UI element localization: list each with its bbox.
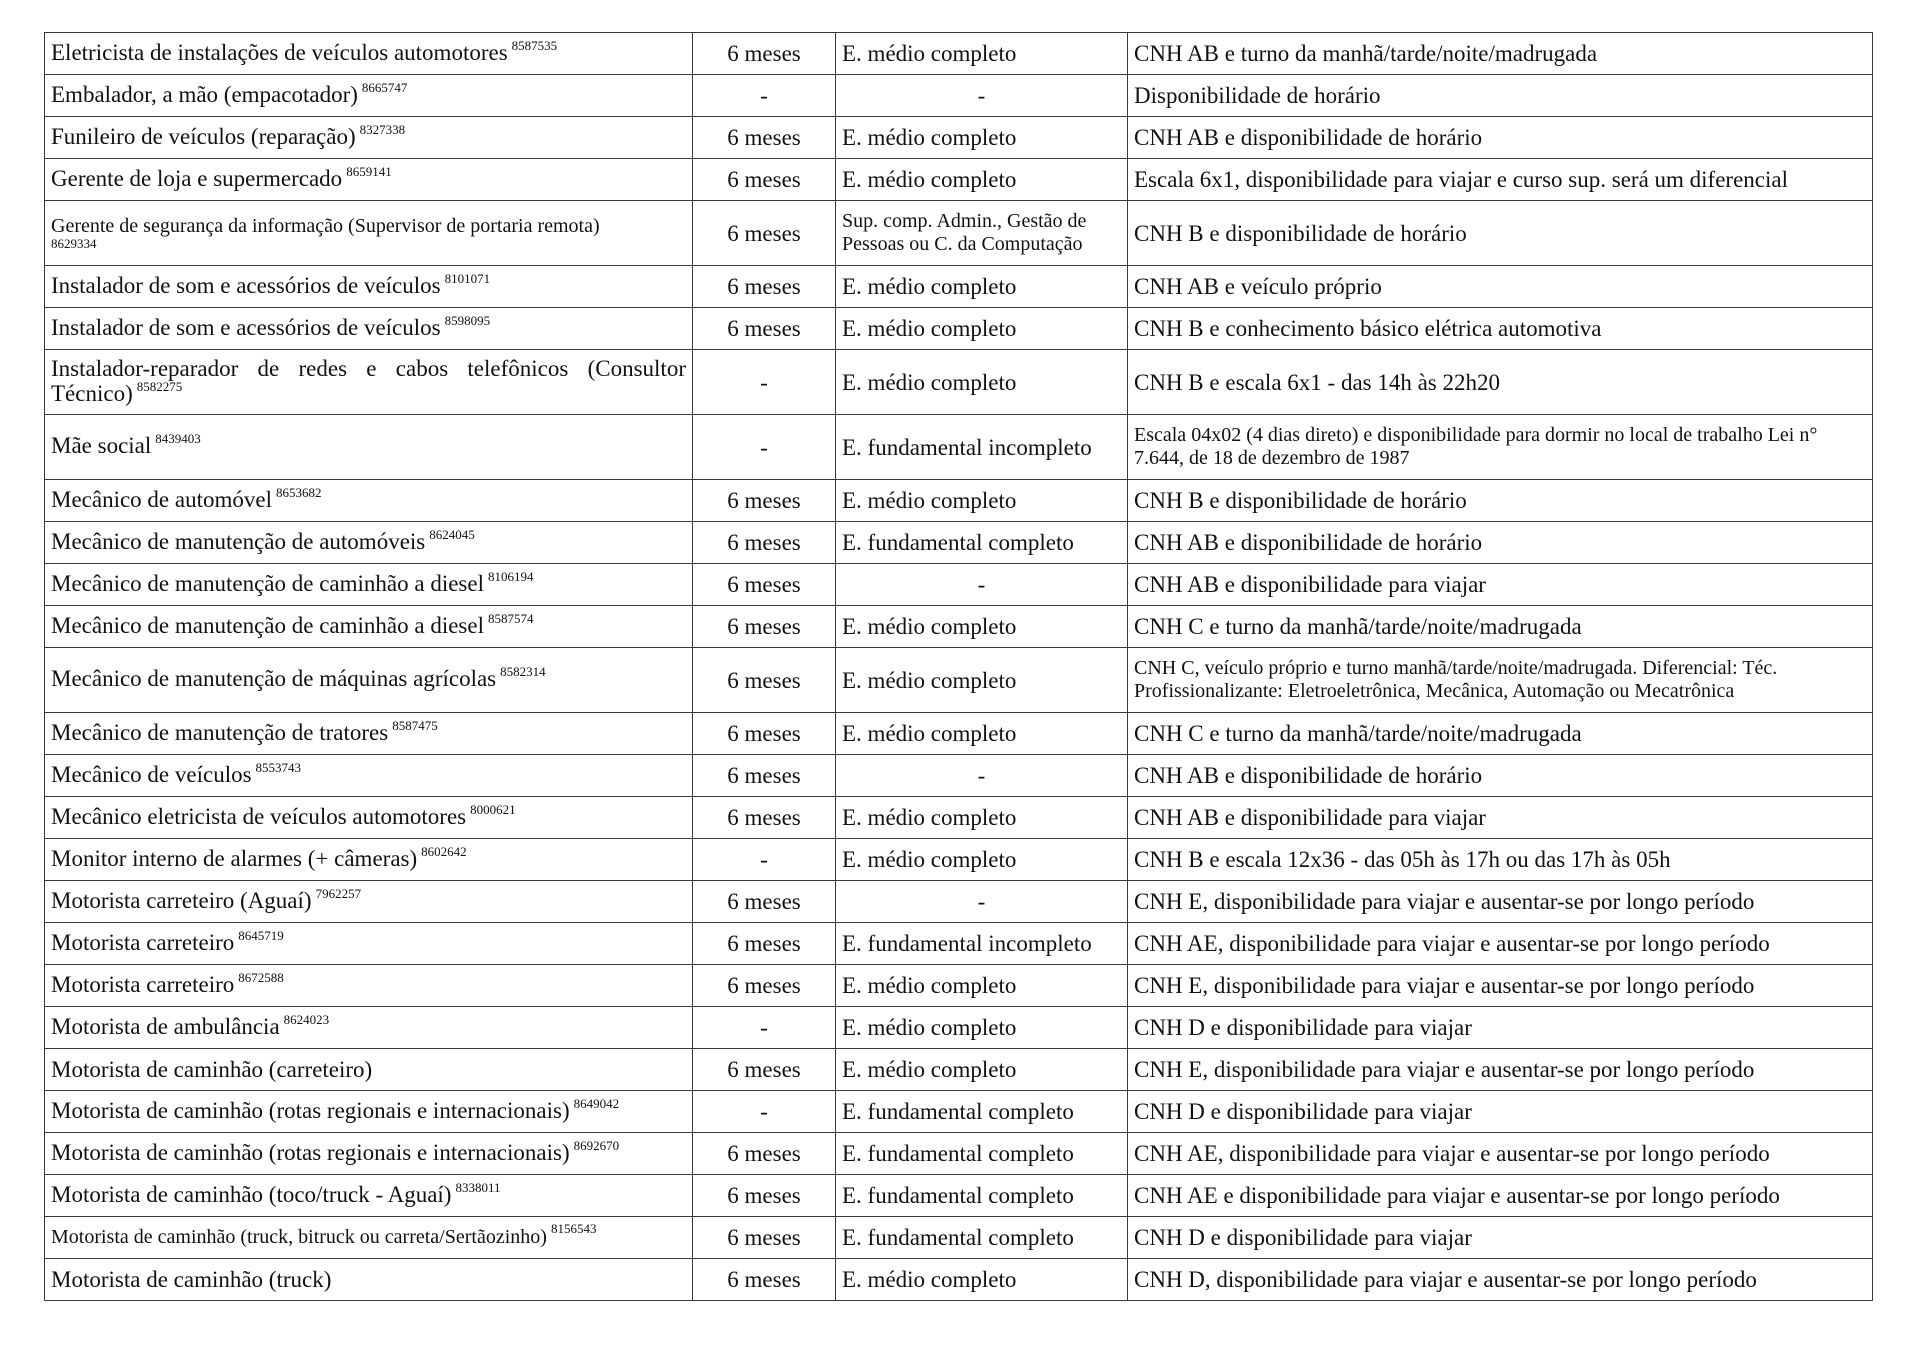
requirements-cell: CNH C e turno da manhã/tarde/noite/madrugada — [1128, 713, 1873, 755]
job-code: 8587475 — [392, 717, 438, 733]
job-title: Gerente de segurança da informação (Supervisor de portaria remota) — [51, 215, 600, 237]
requirements-cell: CNH D e disponibilidade para viajar — [1128, 1217, 1873, 1259]
table-row — [45, 1133, 1873, 1175]
education-cell: E. médio completo — [836, 480, 1128, 522]
table-row — [45, 839, 1873, 881]
table-row — [45, 1259, 1873, 1301]
education-cell: E. médio completo — [836, 33, 1128, 75]
education-cell: E. médio completo — [836, 839, 1128, 881]
education-cell: E. fundamental incompleto — [836, 923, 1128, 965]
education-cell: E. médio completo — [836, 1007, 1128, 1049]
experience-cell: 6 meses — [693, 308, 836, 350]
experience-cell: 6 meses — [693, 1259, 836, 1301]
job-title: Motorista carreteiro — [51, 971, 235, 997]
job-title-cell — [45, 881, 693, 923]
requirements-cell: CNH AE, disponibilidade para viajar e ausentar-se por longo período — [1128, 923, 1873, 965]
requirements-cell: CNH AB e disponibilidade para viajar — [1128, 797, 1873, 839]
education-cell: E. fundamental incompleto — [836, 415, 1128, 480]
requirements-cell: CNH E, disponibilidade para viajar e ausentar-se por longo período — [1128, 881, 1873, 923]
job-title-cell — [45, 1049, 693, 1091]
table-row — [45, 755, 1873, 797]
job-code: 8582275 — [136, 378, 183, 394]
table-row — [45, 881, 1873, 923]
job-code: 8624023 — [283, 1011, 330, 1027]
job-code: 8439403 — [155, 431, 201, 446]
experience-cell: - — [693, 415, 836, 480]
requirements-cell: CNH AB e turno da manhã/tarde/noite/madrugada — [1128, 33, 1873, 75]
requirements-cell: CNH B e escala 12x36 - das 05h às 17h ou das 17h às 05h — [1128, 839, 1873, 881]
experience-cell: 6 meses — [693, 33, 836, 75]
job-code: 8101071 — [444, 270, 491, 286]
table-row — [45, 923, 1873, 965]
job-title-cell — [45, 965, 693, 1007]
education-cell: E. médio completo — [836, 648, 1128, 713]
experience-cell: 6 meses — [693, 881, 836, 923]
requirements-cell: CNH C, veículo próprio e turno manhã/tarde/noite/madrugada. Diferencial: Téc. Profissionalizante: Eletroeletrônica, Mecânica, Automação ou Mecatrônica — [1128, 648, 1873, 713]
job-title-cell — [45, 350, 693, 415]
job-title: Mecânico de automóvel — [51, 486, 272, 512]
job-title: Motorista de caminhão (rotas regionais e internacionais) — [51, 1097, 570, 1123]
job-title-cell — [45, 75, 693, 117]
education-cell: - — [836, 564, 1128, 606]
job-title-cell — [45, 266, 693, 308]
experience-cell: 6 meses — [693, 201, 836, 266]
requirements-cell: CNH B e conhecimento básico elétrica automotiva — [1128, 308, 1873, 350]
job-listings-body — [45, 33, 1873, 1301]
experience-cell: 6 meses — [693, 1049, 836, 1091]
job-title: Eletricista de instalações de veículos automotores — [51, 39, 508, 65]
table-row — [45, 159, 1873, 201]
job-title: Motorista de caminhão (truck) — [51, 1267, 332, 1292]
table-row — [45, 480, 1873, 522]
experience-cell: 6 meses — [693, 564, 836, 606]
requirements-cell: Disponibilidade de horário — [1128, 75, 1873, 117]
job-title-cell — [45, 1133, 693, 1175]
job-code: 8629334 — [51, 236, 97, 251]
education-cell: E. médio completo — [836, 797, 1128, 839]
requirements-cell: Escala 04x02 (4 dias direto) e disponibilidade para dormir no local de trabalho Lei n° 7.644, de 18 de dezembro de 1987 — [1128, 415, 1873, 480]
requirements-cell: Escala 6x1, disponibilidade para viajar e curso sup. será um diferencial — [1128, 159, 1873, 201]
job-title-cell — [45, 755, 693, 797]
job-code: 8553743 — [255, 759, 302, 775]
job-title: Mecânico de manutenção de caminhão a diesel — [51, 570, 484, 596]
job-title: Motorista carreteiro — [51, 929, 235, 955]
requirements-cell: CNH D e disponibilidade para viajar — [1128, 1091, 1873, 1133]
job-code: 8000621 — [470, 801, 516, 817]
job-code: 8106194 — [487, 568, 534, 584]
requirements-cell: CNH AB e disponibilidade de horário — [1128, 117, 1873, 159]
experience-cell: - — [693, 350, 836, 415]
experience-cell: - — [693, 1091, 836, 1133]
job-title-cell — [45, 201, 693, 266]
job-code: 8653682 — [275, 484, 322, 500]
requirements-cell: CNH D e disponibilidade para viajar — [1128, 1007, 1873, 1049]
table-row — [45, 1049, 1873, 1091]
job-title: Motorista de caminhão (truck, bitruck ou carreta/Sertãozinho) — [51, 1225, 547, 1248]
education-cell: E. médio completo — [836, 1259, 1128, 1301]
job-code: 8649042 — [573, 1095, 620, 1111]
table-row — [45, 350, 1873, 415]
education-cell: E. médio completo — [836, 1049, 1128, 1091]
job-title-cell — [45, 839, 693, 881]
education-cell: E. médio completo — [836, 606, 1128, 648]
requirements-cell: CNH E, disponibilidade para viajar e ausentar-se por longo período — [1128, 965, 1873, 1007]
education-cell: E. médio completo — [836, 308, 1128, 350]
requirements-cell: CNH C e turno da manhã/tarde/noite/madrugada — [1128, 606, 1873, 648]
requirements-cell: CNH AB e disponibilidade de horário — [1128, 755, 1873, 797]
job-title: Mecânico de manutenção de máquinas agrícolas — [51, 666, 497, 691]
education-cell: - — [836, 755, 1128, 797]
table-row — [45, 564, 1873, 606]
job-title: Motorista de ambulância — [51, 1013, 280, 1039]
job-title-cell — [45, 33, 693, 75]
job-title-cell — [45, 797, 693, 839]
table-row — [45, 308, 1873, 350]
job-title-cell — [45, 1217, 693, 1259]
table-row — [45, 1007, 1873, 1049]
table-row — [45, 648, 1873, 713]
experience-cell: 6 meses — [693, 480, 836, 522]
requirements-cell: CNH AE, disponibilidade para viajar e ausentar-se por longo período — [1128, 1133, 1873, 1175]
job-title: Instalador-reparador de redes e cabos telefônicos (Consultor Técnico) — [51, 355, 686, 406]
job-title-cell — [45, 159, 693, 201]
job-title: Mecânico de veículos — [51, 761, 252, 787]
job-title-cell — [45, 1259, 693, 1301]
job-title: Gerente de loja e supermercado — [51, 165, 343, 191]
job-code: 8624045 — [429, 526, 475, 542]
job-title: Funileiro de veículos (reparação) — [51, 123, 356, 149]
job-title-cell — [45, 1175, 693, 1217]
table-row — [45, 415, 1873, 480]
table-row — [45, 266, 1873, 308]
job-title: Mecânico de manutenção de caminhão a diesel — [51, 612, 484, 638]
job-title: Instalador de som e acessórios de veículos — [51, 272, 441, 298]
job-code: 8587535 — [511, 37, 558, 53]
job-code: 8602642 — [421, 843, 467, 859]
experience-cell: 6 meses — [693, 1133, 836, 1175]
job-title: Motorista de caminhão (carreteiro) — [51, 1057, 373, 1082]
job-code: 8156543 — [550, 1220, 597, 1236]
job-title: Embalador, a mão (empacotador) — [51, 81, 358, 107]
job-title: Instalador de som e acessórios de veículos — [51, 314, 441, 340]
job-title-cell — [45, 117, 693, 159]
job-code: 8582314 — [500, 664, 546, 679]
requirements-cell: CNH B e disponibilidade de horário — [1128, 201, 1873, 266]
experience-cell: 6 meses — [693, 159, 836, 201]
education-cell: E. médio completo — [836, 965, 1128, 1007]
table-row — [45, 1217, 1873, 1259]
experience-cell: 6 meses — [693, 1217, 836, 1259]
experience-cell: - — [693, 75, 836, 117]
experience-cell: 6 meses — [693, 266, 836, 308]
job-title-cell — [45, 564, 693, 606]
education-cell: E. fundamental completo — [836, 522, 1128, 564]
table-row — [45, 201, 1873, 266]
education-cell: Sup. comp. Admin., Gestão de Pessoas ou C. da Computação — [836, 201, 1128, 266]
education-cell: E. médio completo — [836, 117, 1128, 159]
education-cell: E. médio completo — [836, 713, 1128, 755]
requirements-cell: CNH B e escala 6x1 - das 14h às 22h20 — [1128, 350, 1873, 415]
table-row — [45, 75, 1873, 117]
education-cell: - — [836, 881, 1128, 923]
job-title-cell — [45, 713, 693, 755]
education-cell: E. médio completo — [836, 350, 1128, 415]
education-cell: E. fundamental completo — [836, 1133, 1128, 1175]
table-row — [45, 965, 1873, 1007]
requirements-cell: CNH AB e veículo próprio — [1128, 266, 1873, 308]
job-title: Motorista de caminhão (toco/truck - Aguaí) — [51, 1181, 452, 1207]
education-cell: E. fundamental completo — [836, 1175, 1128, 1217]
table-row — [45, 117, 1873, 159]
job-code: 7962257 — [315, 885, 362, 901]
job-title-cell — [45, 606, 693, 648]
job-title-cell — [45, 648, 693, 713]
table-row — [45, 797, 1873, 839]
table-row — [45, 713, 1873, 755]
job-code: 8338011 — [455, 1179, 501, 1195]
experience-cell: 6 meses — [693, 606, 836, 648]
job-title: Motorista carreteiro (Aguaí) — [51, 887, 312, 913]
job-code: 8665747 — [361, 79, 408, 95]
job-title-cell — [45, 522, 693, 564]
requirements-cell: CNH D, disponibilidade para viajar e ausentar-se por longo período — [1128, 1259, 1873, 1301]
requirements-cell: CNH E, disponibilidade para viajar e ausentar-se por longo período — [1128, 1049, 1873, 1091]
experience-cell: 6 meses — [693, 965, 836, 1007]
job-title: Monitor interno de alarmes (+ câmeras) — [51, 845, 418, 871]
job-title-cell — [45, 415, 693, 480]
job-title-cell — [45, 923, 693, 965]
job-title: Mecânico eletricista de veículos automotores — [51, 803, 467, 829]
job-code: 8645719 — [238, 927, 284, 943]
job-title: Motorista de caminhão (rotas regionais e internacionais) — [51, 1139, 570, 1165]
experience-cell: 6 meses — [693, 797, 836, 839]
education-cell: E. fundamental completo — [836, 1217, 1128, 1259]
education-cell: E. médio completo — [836, 266, 1128, 308]
job-title: Mecânico de manutenção de automóveis — [51, 528, 426, 554]
requirements-cell: CNH B e disponibilidade de horário — [1128, 480, 1873, 522]
table-row — [45, 1091, 1873, 1133]
job-code: 8598095 — [444, 312, 491, 328]
table-row — [45, 1175, 1873, 1217]
job-code: 8587574 — [487, 610, 534, 626]
experience-cell: 6 meses — [693, 522, 836, 564]
experience-cell: - — [693, 839, 836, 881]
job-title: Mecânico de manutenção de tratores — [51, 719, 389, 745]
experience-cell: 6 meses — [693, 923, 836, 965]
experience-cell: 6 meses — [693, 1175, 836, 1217]
table-row — [45, 522, 1873, 564]
job-title-cell — [45, 1091, 693, 1133]
job-code: 8692670 — [573, 1137, 620, 1153]
education-cell: E. fundamental completo — [836, 1091, 1128, 1133]
experience-cell: 6 meses — [693, 117, 836, 159]
job-title: Mãe social — [51, 433, 152, 458]
requirements-cell: CNH AE e disponibilidade para viajar e ausentar-se por longo período — [1128, 1175, 1873, 1217]
education-cell: - — [836, 75, 1128, 117]
job-code: 8327338 — [359, 121, 406, 137]
requirements-cell: CNH AB e disponibilidade de horário — [1128, 522, 1873, 564]
job-code: 8659141 — [346, 163, 392, 179]
experience-cell: 6 meses — [693, 648, 836, 713]
job-code: 8672588 — [238, 969, 284, 985]
requirements-cell: CNH AB e disponibilidade para viajar — [1128, 564, 1873, 606]
experience-cell: 6 meses — [693, 755, 836, 797]
table-row — [45, 606, 1873, 648]
job-listings-table — [44, 32, 1873, 1301]
job-title-cell — [45, 308, 693, 350]
job-title-cell — [45, 480, 693, 522]
experience-cell: 6 meses — [693, 713, 836, 755]
experience-cell: - — [693, 1007, 836, 1049]
job-title-cell — [45, 1007, 693, 1049]
table-row — [45, 33, 1873, 75]
education-cell: E. médio completo — [836, 159, 1128, 201]
